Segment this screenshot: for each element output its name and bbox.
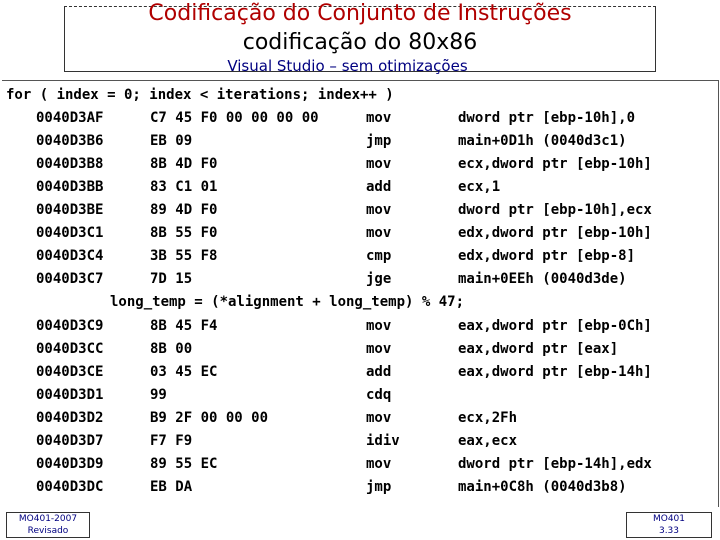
mnemonic: mov (366, 410, 392, 426)
mnemonic: mov (366, 456, 392, 472)
operands: main+0D1h (0040d3c1) (458, 133, 627, 149)
disassembly-row (0, 341, 720, 363)
mnemonic: idiv (366, 433, 400, 449)
disassembly-row (0, 318, 720, 340)
mnemonic: jge (366, 271, 392, 287)
disassembly-row (0, 410, 720, 432)
operands: edx,dword ptr [ebp-10h] (458, 225, 652, 241)
address: 0040D3BB (36, 179, 104, 195)
address: 0040D3C9 (36, 318, 104, 334)
disassembly-row (0, 387, 720, 409)
operands: ecx,1 (458, 179, 501, 195)
disassembly-row (0, 179, 720, 201)
mnemonic: mov (366, 318, 392, 334)
operands: eax,dword ptr [eax] (458, 341, 619, 357)
address: 0040D3D7 (36, 433, 104, 449)
opcode-bytes: EB DA (150, 479, 193, 495)
mnemonic: mov (366, 225, 392, 241)
opcode-bytes: 3B 55 F8 (150, 248, 218, 264)
address: 0040D3CC (36, 341, 104, 357)
opcode-bytes: 83 C1 01 (150, 179, 218, 195)
address: 0040D3B8 (36, 156, 104, 172)
operands: eax,dword ptr [ebp-14h] (458, 364, 652, 380)
opcode-bytes: 8B 55 F0 (150, 225, 218, 241)
slide-title: Codificação do Conjunto de Instruções (148, 1, 572, 26)
disassembly-row (0, 456, 720, 478)
operands: dword ptr [ebp-10h],ecx (458, 202, 652, 218)
footer-course-code: MO401 (652, 514, 686, 524)
source-line-loop: for ( index = 0; index < iterations; index++ ) (6, 87, 394, 103)
mnemonic: jmp (366, 133, 392, 149)
mnemonic: cdq (366, 387, 392, 403)
mnemonic: mov (366, 341, 392, 357)
slide-subtitle: codificação do 80x86 (242, 30, 478, 55)
address: 0040D3B6 (36, 133, 104, 149)
disassembly-row (0, 202, 720, 224)
address: 0040D3D9 (36, 456, 104, 472)
address: 0040D3CE (36, 364, 104, 380)
opcode-bytes: 89 4D F0 (150, 202, 218, 218)
footer-page-number: 3.33 (658, 526, 680, 536)
address: 0040D3AF (36, 110, 104, 126)
operands: main+0C8h (0040d3b8) (458, 479, 627, 495)
footer-revision-label: Revisado (27, 526, 69, 536)
address: 0040D3D1 (36, 387, 104, 403)
opcode-bytes: 89 55 EC (150, 456, 218, 472)
compiler-note: Visual Studio – sem otimizações (227, 57, 468, 75)
mnemonic: cmp (366, 248, 392, 264)
address: 0040D3DC (36, 479, 104, 495)
opcode-bytes: 03 45 EC (150, 364, 218, 380)
footer-course-box (6, 512, 90, 538)
disassembly-row (0, 364, 720, 386)
address: 0040D3C1 (36, 225, 104, 241)
address: 0040D3C7 (36, 271, 104, 287)
mnemonic: mov (366, 156, 392, 172)
disassembly-row (0, 133, 720, 155)
address: 0040D3C4 (36, 248, 104, 264)
opcode-bytes: 7D 15 (150, 271, 193, 287)
disassembly-row (0, 110, 720, 132)
opcode-bytes: B9 2F 00 00 00 (150, 410, 269, 426)
opcode-bytes: EB 09 (150, 133, 193, 149)
address: 0040D3BE (36, 202, 104, 218)
mnemonic: add (366, 364, 392, 380)
operands: ecx,dword ptr [ebp-10h] (458, 156, 652, 172)
disassembly-row (0, 156, 720, 178)
footer-course-label: MO401-2007 (18, 514, 78, 524)
footer-page-box (626, 512, 712, 538)
operands: eax,dword ptr [ebp-0Ch] (458, 318, 652, 334)
mnemonic: add (366, 179, 392, 195)
disassembly-row (0, 248, 720, 270)
disassembly-row (0, 271, 720, 293)
opcode-bytes: 99 (150, 387, 167, 403)
operands: dword ptr [ebp-10h],0 (458, 110, 636, 126)
mnemonic: mov (366, 202, 392, 218)
operands: eax,ecx (458, 433, 518, 449)
disassembly-row (0, 479, 720, 501)
operands: dword ptr [ebp-14h],edx (458, 456, 652, 472)
operands: main+0EEh (0040d3de) (458, 271, 627, 287)
address: 0040D3D2 (36, 410, 104, 426)
disassembly-row (0, 433, 720, 455)
opcode-bytes: C7 45 F0 00 00 00 00 (150, 110, 319, 126)
mnemonic: jmp (366, 479, 392, 495)
opcode-bytes: 8B 00 (150, 341, 193, 357)
operands: edx,dword ptr [ebp-8] (458, 248, 636, 264)
opcode-bytes: 8B 45 F4 (150, 318, 218, 334)
operands: ecx,2Fh (458, 410, 518, 426)
source-line-statement: long_temp = (*alignment + long_temp) % 47; (110, 294, 465, 310)
disassembly-row (0, 225, 720, 247)
opcode-bytes: F7 F9 (150, 433, 193, 449)
opcode-bytes: 8B 4D F0 (150, 156, 218, 172)
mnemonic: mov (366, 110, 392, 126)
